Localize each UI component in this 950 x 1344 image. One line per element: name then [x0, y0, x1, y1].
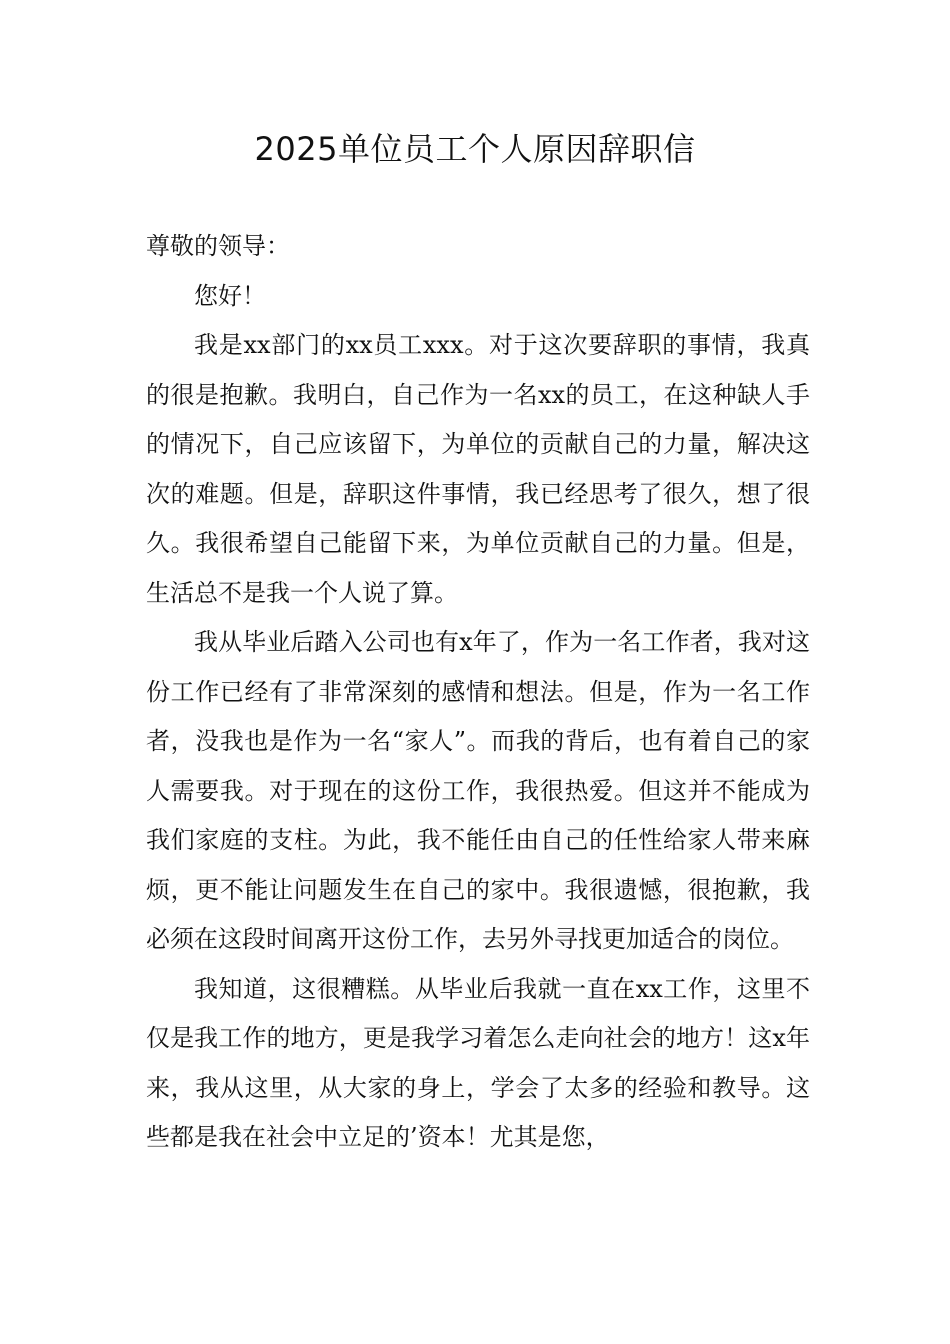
salutation: 尊敬的领导：	[146, 232, 290, 260]
paragraph: 我是xx部门的xx员工xxx。对于这次要辞职的事情，我真的很是抱歉。我明白，自己作为一名xx的员工，在这种缺人手的情况下，自己应该留下，为单位的贡献自己的力量，解决这次的难题。但是，辞职这件事情，我已经思考了很久，想了很久。我很希望自己能留下来，为单位贡献自己的力量。但是，生活总不是我一个人说了算。	[146, 331, 810, 607]
greeting: 您好！	[194, 281, 266, 310]
letter-body	[146, 222, 810, 1163]
document-title: 2025单位员工个人原因辞职信	[254, 130, 696, 168]
paragraph: 我从毕业后踏入公司也有x年了，作为一名工作者，我对这份工作已经有了非常深刻的感情和想法。但是，作为一名工作者，没我也是作为一名“家人”。而我的背后，也有着自己的家人需要我。对于现在的这份工作，我很热爱。但这并不能成为我们家庭的支柱。为此，我不能任由自己的任性给家人带来麻烦，更不能让问题发生在自己的家中。我很遗憾，很抱歉，我必须在这段时间离开这份工作，去另外寻找更加适合的岗位。	[146, 628, 810, 953]
paragraph: 我知道，这很糟糕。从毕业后我就一直在xx工作，这里不仅是我工作的地方，更是我学习着怎么走向社会的地方！这x年来，我从这里，从大家的身上，学会了太多的经验和教导。这些都是我在社会中立足的’资本！尤其是您，	[146, 974, 810, 1151]
